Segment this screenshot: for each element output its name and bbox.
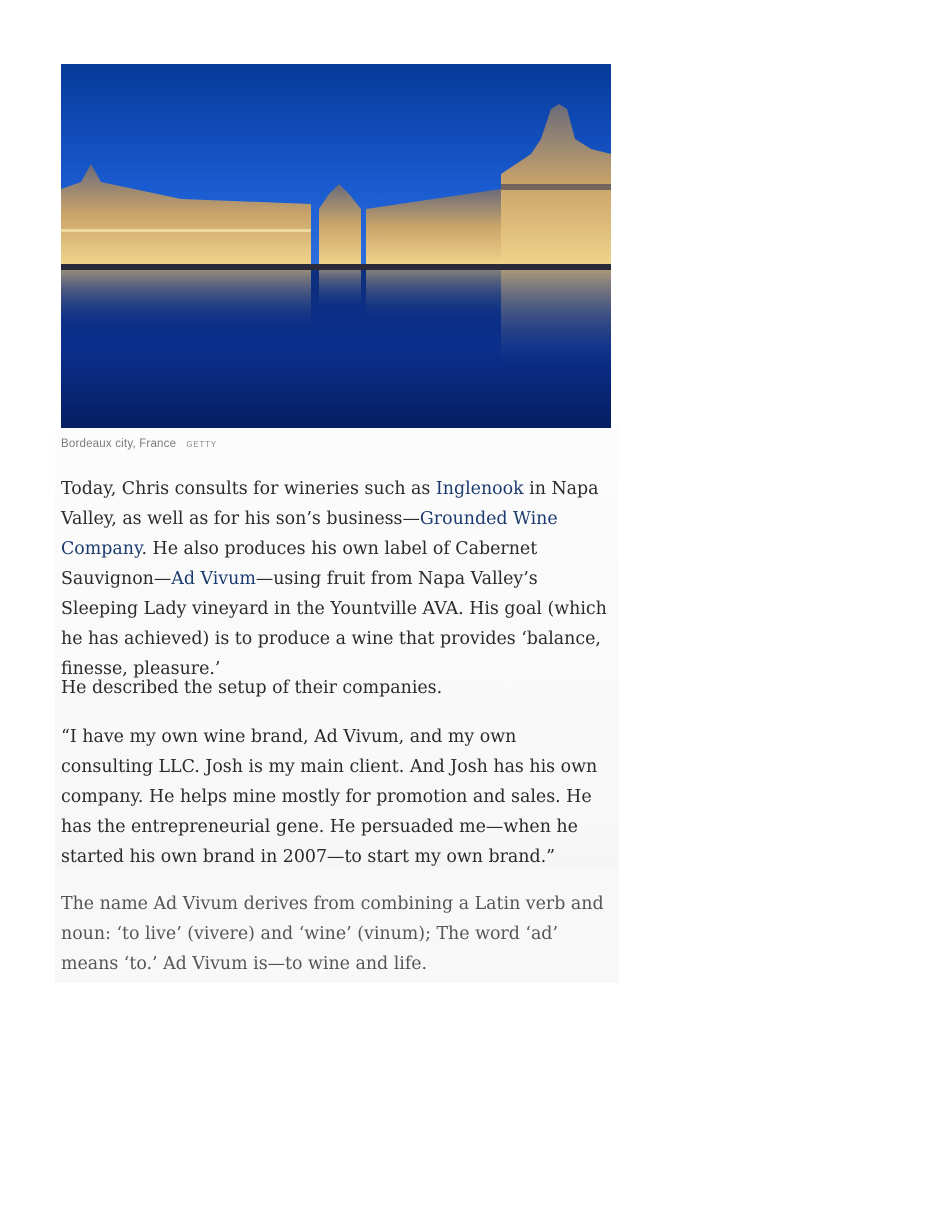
paragraph-text: Today, Chris consults for wineries such as (61, 479, 436, 499)
photo-caption (61, 438, 611, 454)
paragraph-text: —using fruit from Napa Valley’s Sleeping Lady vineyard in the Yountville AVA. His goal (which he has achieved) is to produce a wine that provides ‘balance, finesse, pleasure.’ (61, 569, 607, 679)
paragraph-3: “I have my own wine brand, Ad Vivum, and my own consulting LLC. Josh is my main client. And Josh has his own company. He helps mine mostly for promotion and sales. He has the entrepreneurial gene. He persuaded me—when he started his own brand in 2007—to start my own brand.” (61, 727, 598, 867)
paragraph-text: . He also produces his own label of Cabernet Sauvignon— (61, 539, 538, 589)
figure (61, 64, 611, 454)
paragraph-2: He described the setup of their companies. (61, 678, 443, 698)
paragraph-1 (61, 474, 613, 684)
ad-vivum-link[interactable]: Ad Vivum (171, 569, 256, 589)
paragraph-text: in Napa Valley, as well as for his son’s business— (61, 479, 599, 529)
inglenook-link[interactable]: Inglenook (435, 479, 524, 499)
paragraph-4: The name Ad Vivum derives from combining a Latin verb and noun: ‘to live’ (vivere) and ‘wine’ (vinum); The word ‘ad’ means ‘to.’ Ad Vivum is—to wine and life. (61, 894, 604, 974)
caption-text: Bordeaux city, France (61, 438, 177, 450)
grounded-wine-company-link[interactable]: Grounded Wine Company (61, 509, 558, 559)
bordeaux-photo (61, 64, 611, 428)
photo-credit: GETTY (186, 440, 217, 449)
